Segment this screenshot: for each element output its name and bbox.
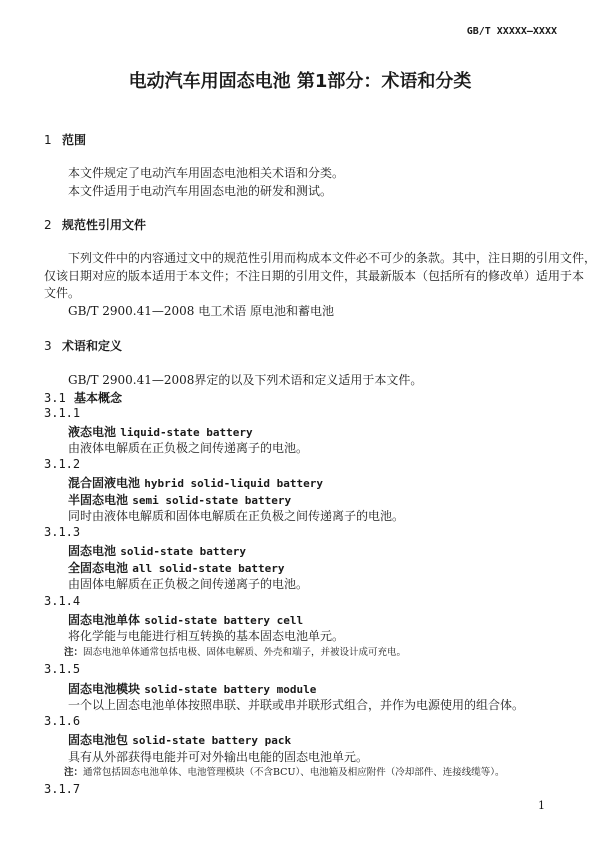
paragraph: 本文件适用于电动汽车用固态电池的研发和测试。 [68,184,333,198]
definition: 具有从外部获得电能并可对外输出电能的固态电池单元。 [68,750,369,764]
term-zh: 固态电池模块 [68,682,141,696]
term-en: all solid-state battery [132,562,285,575]
term [68,680,316,697]
note [64,765,504,781]
note-label: 注： [64,767,84,778]
term-synonym [68,491,291,508]
term-number: 3.1.7 [44,782,81,796]
page-title: 电动汽车用固态电池 第1部分：术语和分类 [128,71,472,92]
term-en: solid-state battery [120,545,247,558]
section-number: 3 [44,339,52,353]
paragraph: 本文件规定了电动汽车用固态电池相关术语和分类。 [68,166,345,180]
note-label: 注： [64,647,84,658]
section-number: 2 [44,218,52,232]
section-number: 1 [44,133,52,147]
term-synonym [68,559,285,576]
term-zh: 全固态电池 [68,561,129,575]
subsection-title: 基本概念 [74,391,123,405]
term-zh: 混合固液电池 [68,476,141,490]
subsection-heading [44,389,122,406]
term [68,474,323,491]
term [68,423,253,440]
definition: 同时由液体电解质和固体电解质在正负极之间传递离子的电池。 [68,509,405,523]
term-number: 3.1.3 [44,525,81,539]
term-en: solid-state battery module [144,683,317,696]
note-text: 通常包括固态电池单体、电池管理模块（不含BCU）、电池箱及相应附件（冷却部件、连接线缆等）。 [83,767,505,778]
term-number: 3.1.6 [44,714,81,728]
term-number: 3.1.5 [44,662,81,676]
term-en: hybrid solid-liquid battery [144,477,324,490]
definition: 由液体电解质在正负极之间传递离子的电池。 [68,441,309,455]
section-title: 术语和定义 [62,339,123,353]
term-zh: 固态电池包 [68,733,129,747]
note-text: 固态电池单体通常包括电极、固体电解质、外壳和端子，并被设计成可充电。 [83,647,407,658]
term-zh: 固态电池单体 [68,613,141,627]
term-zh: 液态电池 [68,425,117,439]
term-number: 3.1.4 [44,594,81,608]
section-1-heading [44,131,86,148]
term [68,611,303,628]
term-en: semi solid-state battery [132,494,292,507]
section-2-heading [44,216,146,233]
paragraph: 仅该日期对应的版本适用于本文件；不注日期的引用文件，其最新版本（包括所有的修改单）适用于本 [44,269,585,283]
note [64,645,406,661]
term-en: liquid-state battery [120,426,253,439]
section-3-heading [44,337,122,354]
definition: 由固体电解质在正负极之间传递离子的电池。 [68,577,309,591]
term [68,731,291,748]
definition: 一个以上固态电池单体按照串联、并联或串并联形式组合，并作为电源使用的组合体。 [68,698,525,712]
term [68,542,246,559]
term-number: 3.1.2 [44,457,81,471]
term-number: 3.1.1 [44,406,81,420]
subsection-number: 3.1 [44,391,66,405]
definition: 将化学能与电能进行相互转换的基本固态电池单元。 [68,629,345,643]
paragraph: GB/T 2900.41—2008界定的以及下列术语和定义适用于本文件。 [68,373,423,387]
paragraph: 文件。 [44,286,81,300]
document-code-header: GB/T XXXXX—XXXX [466,26,557,37]
term-zh: 半固态电池 [68,493,129,507]
term-en: solid-state battery pack [132,734,292,747]
normative-reference: GB/T 2900.41—2008 电工术语 原电池和蓄电池 [68,304,335,318]
term-en: solid-state battery cell [144,614,304,627]
section-title: 范围 [62,133,87,147]
page-number: 1 [538,799,545,812]
paragraph: 下列文件中的内容通过文中的规范性引用而构成本文件必不可少的条款。其中，注日期的引用文件， [68,251,597,265]
section-title: 规范性引用文件 [62,218,147,232]
term-zh: 固态电池 [68,544,117,558]
